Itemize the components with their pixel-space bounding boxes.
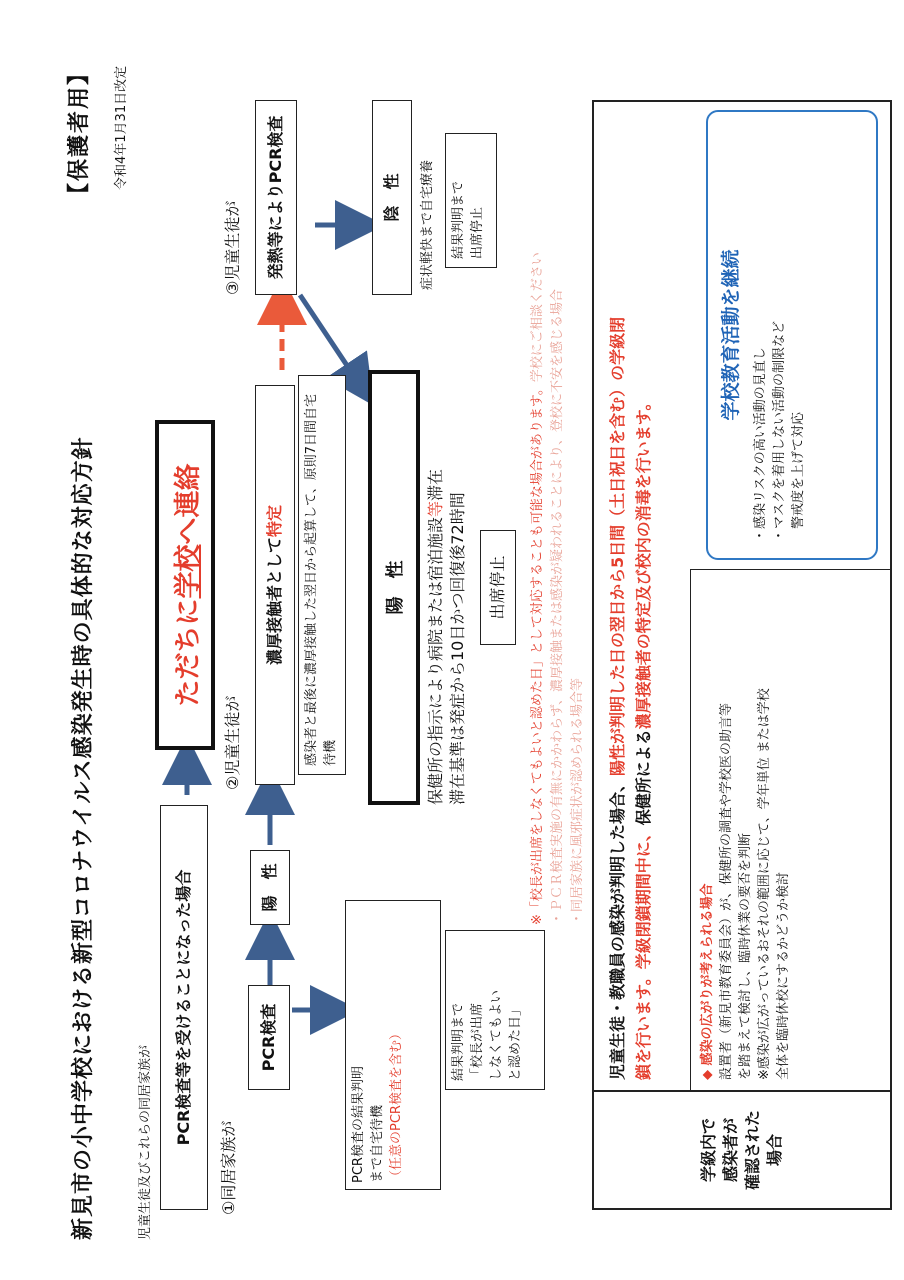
step1-note bbox=[345, 900, 441, 1190]
spread-title: ◆ 感染の広がりが考えられる場合 bbox=[700, 883, 715, 1080]
class-section-label bbox=[592, 1090, 892, 1210]
continue-line3: 警戒度を上げて対応 bbox=[791, 411, 806, 542]
note-1: ※「校長が出席をしなくてもよいと認めた日」として対応することも可能な場合があります。 bbox=[530, 382, 545, 925]
page-title: 新見市の小中学校における新型コロナウイルス感染発生時の具体的な対応方針 bbox=[71, 436, 96, 1240]
spread-line1: 設置者（新見市教育委員会）が、保健所の調査や学校医の助言等 bbox=[719, 702, 734, 1080]
step1-note-optional: （任意のPCR検査を含む） bbox=[389, 1027, 404, 1183]
contact-after: へ連絡 bbox=[172, 463, 204, 545]
step2-note: 感染者と最後に濃厚接触した翌日から起算して、原則7日間自宅待機 bbox=[298, 375, 346, 775]
step1-note-line2: まで自宅待機 bbox=[370, 1104, 385, 1183]
negative-inner-line1: 結果判明まで bbox=[451, 180, 466, 259]
negative-inner-line2: 出席停止 bbox=[470, 206, 485, 259]
class-main-line2-red1: 鎖を行います。学級閉鎖期間中に、 bbox=[634, 825, 653, 1080]
positive-big: 陽 性 bbox=[368, 370, 420, 805]
contact-before: ただちに bbox=[172, 598, 204, 707]
step1-header: ①同居家族が bbox=[219, 1120, 238, 1215]
negative-inner bbox=[445, 133, 497, 268]
step2-box bbox=[255, 385, 295, 785]
class-label-line2: 感染者が bbox=[721, 1118, 740, 1183]
negative-note: 症状軽快まで自宅療養 bbox=[420, 159, 435, 290]
audience-tag: 【保護者用】 bbox=[67, 60, 92, 205]
hospital-line1-a: 保健所の指示により病院または宿泊施設 bbox=[426, 516, 445, 805]
class-main-text bbox=[605, 110, 657, 1080]
continue-title: 学校教育活動を継続 bbox=[720, 249, 742, 421]
negative-label: 陰 性 bbox=[372, 100, 412, 295]
spread-line2: を踏まえて検討し、臨時休業の要否を判断 bbox=[738, 832, 753, 1080]
continue-line2: ・マスクを着用しない活動の制限など bbox=[772, 320, 787, 542]
step1-inner-line3: しなくてもよい bbox=[489, 989, 504, 1081]
class-main-line1-red: 陽性が判明した日の翌日から5日間（土日祝日を含む）の学級閉 bbox=[608, 316, 627, 776]
hospital-stop: 出席停止 bbox=[480, 530, 516, 645]
hospital-line2: 滞在基準は発症から10日かつ回復後72時間 bbox=[448, 492, 467, 805]
step1-inner-note bbox=[445, 930, 545, 1090]
step2-header: ②児童生徒が bbox=[223, 695, 242, 790]
step1-pcr-box: PCR検査 bbox=[248, 985, 290, 1090]
step2-box-highlight: 特定 bbox=[265, 504, 284, 537]
note-3: ・同居家族に風邪症状が認められる場合等 bbox=[570, 677, 585, 925]
intro-subject: 児童生徒及びこれらの同居家族が bbox=[138, 1044, 153, 1240]
class-label-line3: 確認された bbox=[743, 1110, 762, 1191]
continue-line1: ・感染リスクの高い活動の見直し bbox=[753, 347, 768, 542]
positive-label: 陽 性 bbox=[250, 850, 290, 925]
class-divider-vertical bbox=[690, 569, 892, 570]
step1-inner-line2: 「校長が出席 bbox=[470, 1002, 485, 1081]
step2-box-main: 濃厚接触者として bbox=[265, 537, 284, 666]
step3-box: 発熱等によりPCR検査 bbox=[255, 100, 297, 295]
class-main-line2-black: 保健所による bbox=[634, 729, 653, 826]
class-main-line2-red2: 濃厚接触者の特定及び校内の消毒を行います。 bbox=[634, 394, 653, 730]
intro-box: PCR検査等を受けることになった場合 bbox=[160, 805, 208, 1210]
note-1-gray: 学校にご相談ください bbox=[530, 252, 545, 383]
step1-note-line1: PCR検査の結果判明 bbox=[351, 1066, 366, 1183]
class-label-line4: 場合 bbox=[765, 1134, 784, 1167]
hospital-line1-red: 等 bbox=[426, 500, 445, 517]
class-main-line1-a: 児童生徒・教職員の感染が判明した場合、 bbox=[608, 775, 627, 1080]
contact-highlight: 学校 bbox=[172, 544, 204, 599]
hospital-note bbox=[425, 345, 469, 805]
revision-date: 令和4年1月31日改定 bbox=[114, 65, 129, 190]
spread-line3: ※感染が広がっているおそれの範囲に応じて、学年単位 または学校 bbox=[757, 688, 772, 1080]
hospital-line1-b: 滞在 bbox=[426, 468, 445, 501]
spread-line4: 全体を臨時休校にするかどうか検討 bbox=[776, 871, 791, 1080]
note-2: ・ＰＣＲ検査実施の有無にかかわらず、濃厚接触または感染が疑われることにより、登校に不安を感じる場合 bbox=[550, 289, 565, 925]
step1-inner-line4: と認めた日」 bbox=[508, 1002, 523, 1081]
step3-header: ③児童生徒が bbox=[223, 200, 242, 295]
notes-block bbox=[528, 65, 588, 925]
class-label-line1: 学級内で bbox=[699, 1118, 718, 1183]
step1-inner-line1: 結果判明まで bbox=[451, 1002, 466, 1081]
continue-box bbox=[706, 110, 878, 560]
contact-school-box bbox=[155, 420, 215, 750]
spread-block bbox=[698, 580, 793, 1080]
class-divider bbox=[690, 570, 691, 1090]
